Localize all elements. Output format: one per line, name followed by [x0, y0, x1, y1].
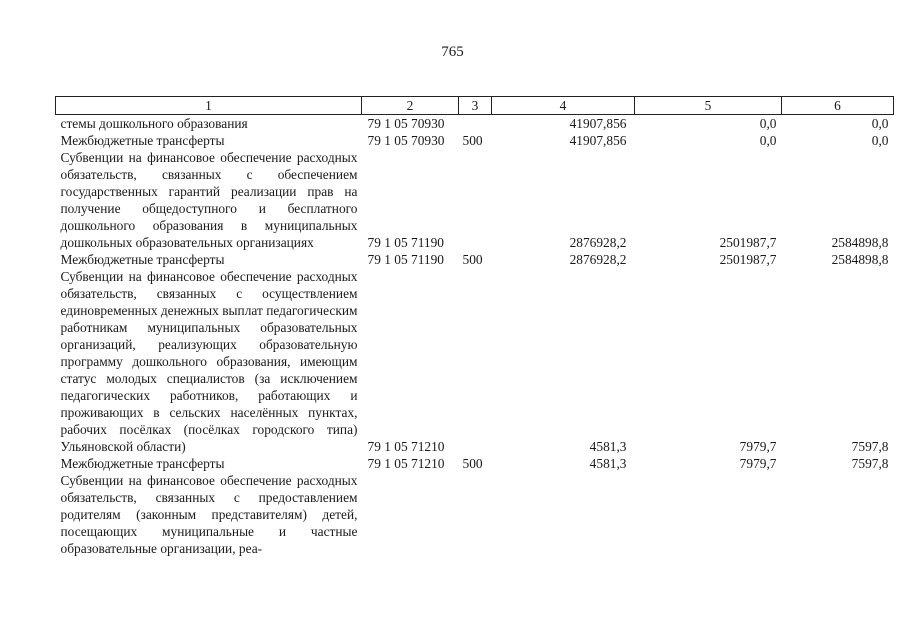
table-row [56, 115, 894, 133]
column-header-4: 4 [492, 97, 635, 115]
row-name: Субвенции на финансовое обеспечение расходных обязательств, связанных с обеспечением государственных гарантий реализации прав на получение общедоступного и бесплатного дошкольного образования в муниципальных дошкольных образовательных организациях [60, 150, 358, 250]
row-value-col4: 2876928,2 [569, 235, 627, 250]
column-header-1: 1 [56, 97, 362, 115]
row-name: Субвенции на финансовое обеспечение расходных обязательств, связанных с предоставлением родителям (законным представителям) детей, посещающих муниципальные и частные образовательные организации, реа- [60, 473, 358, 556]
row-expense-type [459, 115, 492, 133]
row-value-col5 [635, 472, 782, 557]
row-value-col6: 7597,8 [851, 439, 889, 454]
row-value-col5: 2501987,7 [719, 252, 777, 267]
row-value-col4: 4581,3 [589, 456, 627, 471]
row-value-col5: 2501987,7 [719, 235, 777, 250]
row-code: 79 1 05 71210 [367, 439, 445, 454]
column-header-6: 6 [782, 97, 894, 115]
row-value-col6: 0,0 [871, 116, 889, 131]
table-row [56, 251, 894, 268]
column-header-2: 2 [362, 97, 459, 115]
row-code: 79 1 05 71190 [367, 252, 444, 267]
row-value-col5: 7979,7 [739, 439, 777, 454]
table-header-row [56, 97, 894, 115]
row-value-col4: 4581,3 [589, 439, 627, 454]
row-code [362, 472, 459, 557]
table-row [56, 132, 894, 149]
row-name: Межбюджетные трансферты [60, 456, 225, 471]
row-value-col4 [492, 472, 635, 557]
row-expense-type: 500 [462, 456, 483, 471]
row-name: Межбюджетные трансферты [60, 252, 225, 267]
row-expense-type: 500 [462, 133, 483, 148]
row-value-col4: 41907,856 [569, 116, 627, 131]
row-expense-type [459, 268, 492, 455]
row-value-col6: 7597,8 [851, 456, 889, 471]
row-value-col6: 0,0 [871, 133, 889, 148]
row-expense-type [459, 149, 492, 251]
page-number: 765 [441, 44, 464, 60]
row-code: 79 1 05 70930 [367, 116, 445, 131]
row-value-col5: 0,0 [759, 116, 777, 131]
table-row [56, 455, 894, 472]
row-code: 79 1 05 71190 [367, 235, 444, 250]
row-value-col6: 2584898,8 [831, 235, 889, 250]
row-expense-type [459, 472, 492, 557]
column-header-5: 5 [635, 97, 782, 115]
row-expense-type: 500 [462, 252, 483, 267]
row-value-col5: 7979,7 [739, 456, 777, 471]
table-row [56, 472, 894, 557]
table-row [56, 149, 894, 251]
budget-table [55, 96, 894, 557]
row-value-col6: 2584898,8 [831, 252, 889, 267]
row-value-col6 [782, 472, 894, 557]
table-row [56, 268, 894, 455]
row-name: стемы дошкольного образования [60, 116, 248, 131]
row-code: 79 1 05 70930 [367, 133, 445, 148]
row-value-col4: 2876928,2 [569, 252, 627, 267]
row-name: Межбюджетные трансферты [60, 133, 225, 148]
row-value-col4: 41907,856 [569, 133, 627, 148]
row-value-col5: 0,0 [759, 133, 777, 148]
row-code: 79 1 05 71210 [367, 456, 445, 471]
row-name: Субвенции на финансовое обеспечение расходных обязательств, связанных с осуществлением единовременных денежных выплат педагогическим работникам муниципальных образовательных организаций, реализующих образовательную программу дошкольного образования, имеющим статус молодых специалистов (за исключением педагогических работников, работающих и проживающих в сельских населённых пунктах, рабочих посёлках (посёлках городского типа) Ульяновской области) [60, 269, 358, 454]
column-header-3: 3 [459, 97, 492, 115]
